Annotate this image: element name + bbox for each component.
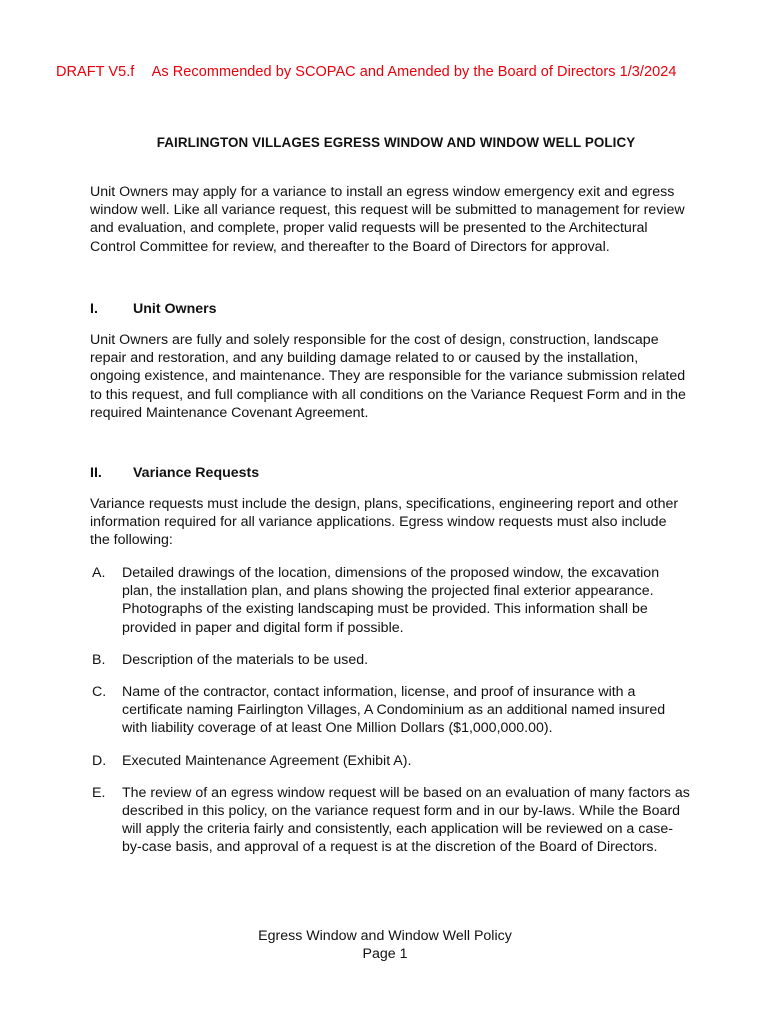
- section-title: Unit Owners: [133, 301, 217, 317]
- section-heading-variance-requests: [90, 465, 259, 481]
- draft-note: As Recommended by SCOPAC and Amended by the Board of Directors 1/3/2024: [151, 64, 677, 80]
- list-item-text: Detailed drawings of the location, dimensions of the proposed window, the excavation plan, the installation plan, and plans showing the projected final exterior appearance. Photographs of the existing landscaping must be provided. This information shall be provided in paper and digital form if possible.: [122, 565, 660, 636]
- requirements-list: [92, 564, 692, 871]
- list-item-text: The review of an egress window request will be based on an evaluation of many factors as described in this policy, on the variance request form and in our by-laws. While the Board will apply the criteria fairly and consistently, each application will be reviewed on a case-by-case basis, and approval of a request is at the discretion of the Board of Directors.: [122, 784, 690, 856]
- section-number: I.: [90, 301, 98, 317]
- document-title: FAIRLINGTON VILLAGES EGRESS WINDOW AND WINDOW WELL POLICY: [156, 135, 636, 150]
- list-item-letter: B.: [92, 651, 106, 668]
- section-title: Variance Requests: [133, 465, 260, 481]
- footer-title: Egress Window and Window Well Policy: [258, 928, 512, 944]
- list-item-letter: D.: [92, 752, 107, 769]
- page-number: Page 1: [362, 946, 408, 962]
- list-item: [92, 683, 692, 738]
- list-item: [92, 784, 692, 857]
- intro-paragraph: Unit Owners may apply for a variance to install an egress window emergency exit and egress window well. Like all variance request, this request will be submitted to management for review and evaluation, and complete, proper valid requests will be presented to the Architectural Control Committee for review, and thereafter to the Board of Directors for approval.: [90, 184, 685, 255]
- list-item-letter: C.: [92, 684, 107, 701]
- list-item-text: Name of the contractor, contact information, license, and proof of insurance with a certificate naming Fairlington Villages, A Condominium as an additional named insured with liability coverage of at least One Million Dollars ($1,000,000.00).: [122, 684, 666, 737]
- list-item-text: Executed Maintenance Agreement (Exhibit A).: [122, 752, 412, 769]
- section-number: II.: [90, 465, 102, 481]
- variance-requests-paragraph: Variance requests must include the design, plans, specifications, engineering report and other information required for all variance applications. Egress window requests must also include the following:: [90, 496, 679, 549]
- list-item: [92, 752, 692, 770]
- list-item-letter: E.: [92, 784, 106, 801]
- draft-notice: [56, 64, 676, 80]
- list-item-text: Description of the materials to be used.: [122, 651, 369, 668]
- section-heading-unit-owners: [90, 301, 217, 317]
- draft-version: DRAFT V5.f: [56, 64, 135, 80]
- list-item: [92, 564, 692, 637]
- unit-owners-paragraph: Unit Owners are fully and solely responsible for the cost of design, construction, landscape repair and restoration, and any building damage related to or caused by the installation, ongoing existence, and maintenance. They are responsible for the variance submission related to this request, and full compliance with all conditions on the Variance Request Form and in the required Maintenance Covenant Agreement.: [90, 332, 686, 421]
- list-item-letter: A.: [92, 565, 106, 581]
- list-item: [92, 651, 692, 669]
